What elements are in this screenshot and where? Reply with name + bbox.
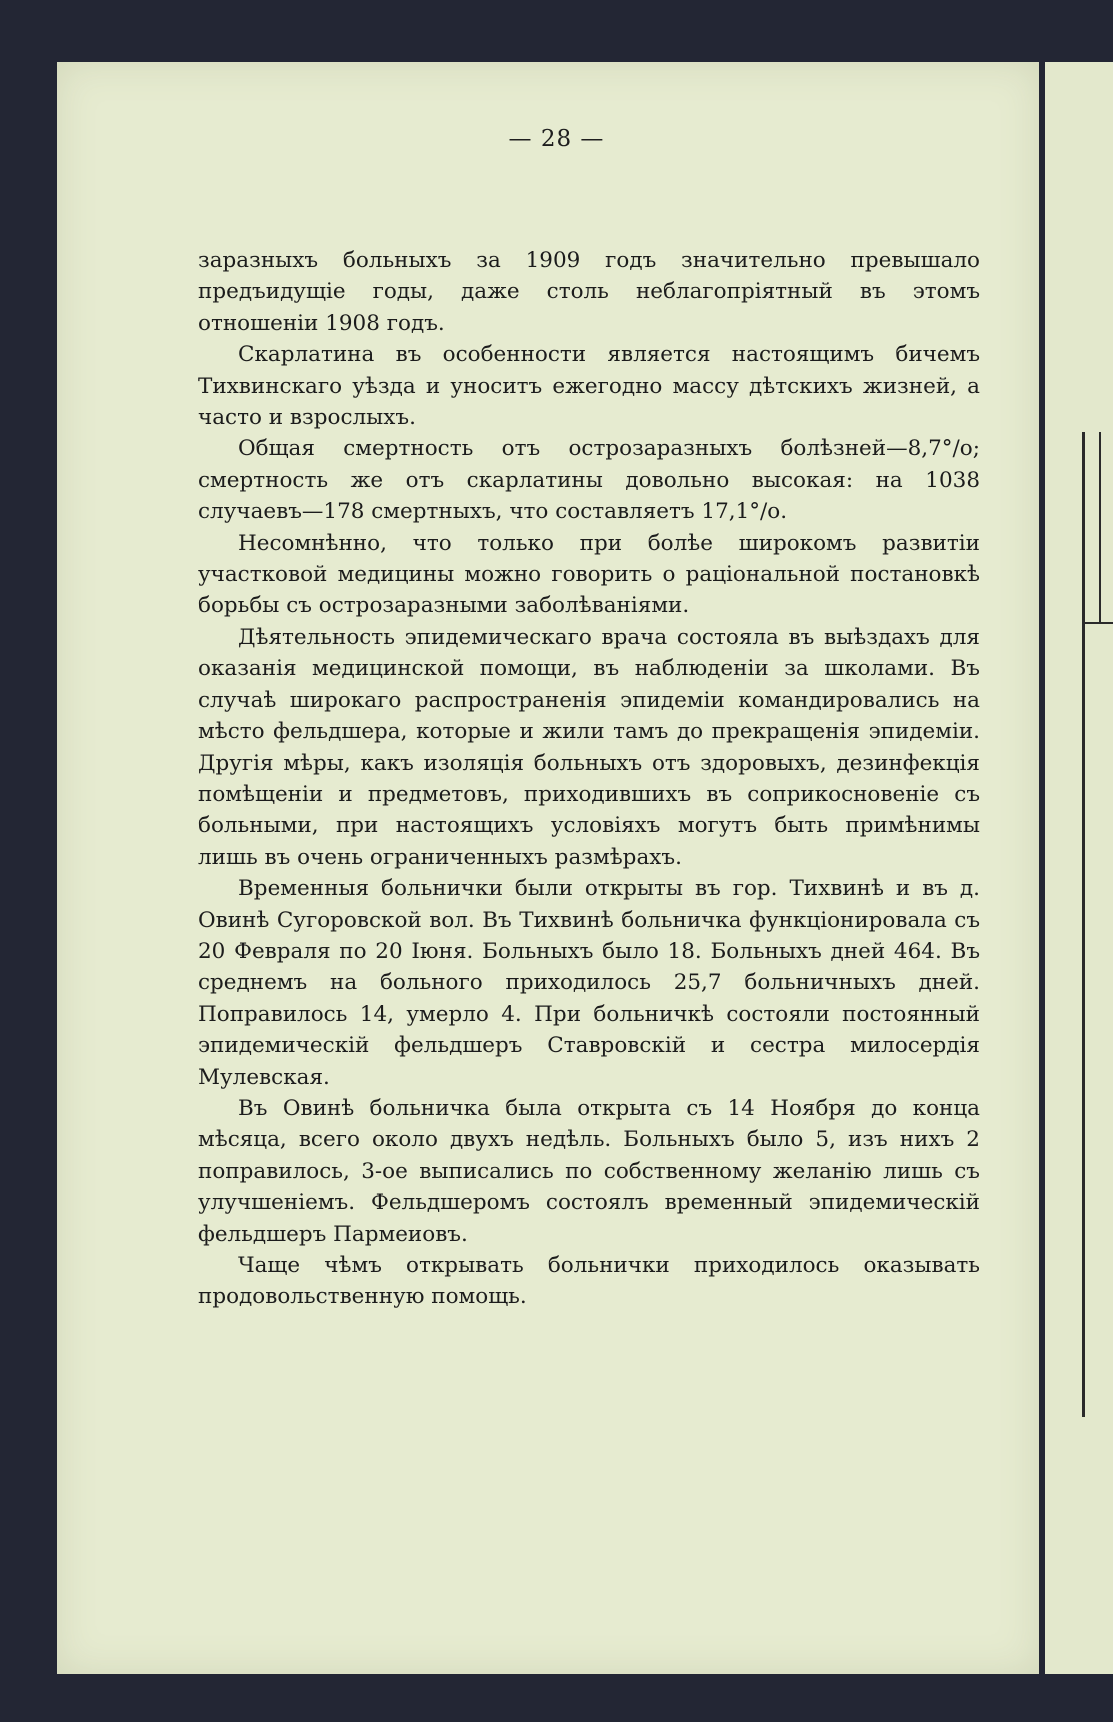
page-number: — 28 — <box>508 126 605 152</box>
paragraph-1: заразныхъ больныхъ за 1909 годъ значительно превышало предъидущіе годы, даже столь неблагопріятный въ этомъ отношеніи 1908 годъ. <box>198 248 980 336</box>
paragraph-7: Въ Овинѣ больничка была открыта съ 14 Ноября до конца мѣсяца, всего около двухъ недѣль. Больныхъ было 5, изъ нихъ 2 поправилось, 3-ое выписались по собственному желанію лишь съ улучшеніемъ. Фельдшеромъ состоялъ временный эпидемическій фельдшеръ Пармеиовъ. <box>198 1095 980 1247</box>
table-rule-vertical <box>1082 432 1085 1417</box>
table-rule-horizontal <box>1082 622 1113 624</box>
paragraph-8: Чаще чѣмъ открывать больнички приходилось оказывать продовольственную помощь. <box>198 1253 980 1310</box>
body-text <box>198 245 980 1313</box>
adjacent-page-edge <box>1045 62 1113 1674</box>
paragraph-4: Несомнѣнно, что только при болѣе широкомъ развитіи участковой медицины можно говорить о раціональной постановкѣ борьбы съ острозаразными заболѣваніями. <box>198 530 980 619</box>
table-rule-vertical-short <box>1099 432 1101 622</box>
paragraph-6: Временныя больнички были открыты въ гор. Тихвинѣ и въ д. Овинѣ Сугоровской вол. Въ Тихвинѣ больничка функціонировала съ 20 Февраля по 20 Іюня. Больныхъ было 18. Больныхъ дней 464. Въ среднемъ на больного приходилось 25,7 больничныхъ дней. Поправилось 14, умерло 4. При больничкѣ состояли постоянный эпидемическій фельдшеръ Ставровскій и сестра милосердія Мулевская. <box>198 876 980 1090</box>
paragraph-5: Дѣятельность эпидемическаго врача состояла въ выѣздахъ для оказанія медицинской помощи, въ наблюденіи за школами. Въ случаѣ широкаго распространенія эпидеміи командировались на мѣсто фельдшера, которые и жили тамъ до прекращенія эпидеміи. Другія мѣры, какъ изоляція больныхъ отъ здоровыхъ, дезинфекція помѣщеніи и предметовъ, приходившихъ въ соприкосновеніе съ больными, при настоящихъ условіяхъ могутъ быть примѣнимы лишь въ очень ограниченныхъ размѣрахъ. <box>198 624 980 870</box>
paragraph-3: Общая смертность отъ острозаразныхъ болѣзней—8,7°/о; смертность же отъ скарлатины довольно высокая: на 1038 случаевъ—178 смертныхъ, что составляетъ 17,1°/о. <box>198 436 980 525</box>
paragraph-2: Скарлатина въ особенности является настоящимъ бичемъ Тихвинскаго уѣзда и уноситъ ежегодно массу дѣтскихъ жизней, а часто и взрослыхъ. <box>198 342 980 431</box>
